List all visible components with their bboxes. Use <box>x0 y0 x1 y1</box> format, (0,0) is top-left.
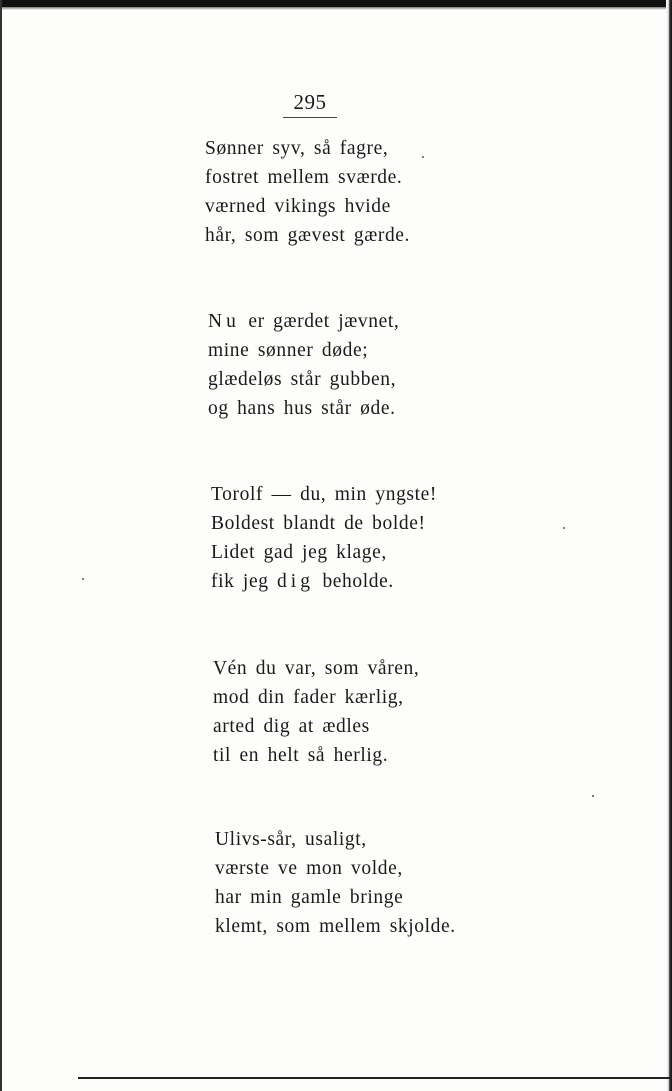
scan-right-edge <box>666 0 672 1091</box>
poem-line: har min gamle bringe <box>215 887 404 908</box>
poem-line: Vén du var, som våren, <box>213 658 420 679</box>
poem-line: klemt, som mellem skjolde. <box>215 916 456 937</box>
spaced-word: dig <box>277 571 314 592</box>
poem-line: Lidet gad jeg klage, <box>211 542 387 563</box>
scan-speck <box>82 578 84 580</box>
scan-left-edge <box>0 0 2 1091</box>
stanza-2 <box>208 307 399 423</box>
poem-line: Ulivs-sår, usaligt, <box>215 829 367 850</box>
poem-line: Boldest blandt de bolde! <box>211 513 426 534</box>
scan-top-shadow <box>0 7 672 10</box>
page-number-rule <box>283 117 337 118</box>
poem-line: hår, som gævest gærde. <box>205 225 411 246</box>
poem-line: værste ve mon volde, <box>215 858 403 879</box>
poem-line: til en helt så herlig. <box>213 745 389 766</box>
poem-line: mod din fader kærlig, <box>213 687 404 708</box>
stanza-5 <box>215 825 456 941</box>
poem-line: og hans hus står øde. <box>208 398 396 419</box>
poem-line: arted dig at ædles <box>213 716 370 737</box>
scan-speck <box>563 527 565 529</box>
poem-line: fostret mellem sværde. <box>205 167 403 188</box>
poem-line: værned vikings hvide <box>205 196 391 217</box>
stanza-4 <box>213 654 419 770</box>
scan-speck <box>422 156 424 158</box>
poem-line: Torolf — du, min yngste! <box>211 484 437 505</box>
poem-line <box>208 307 399 336</box>
line-remainder: er gærdet jævnet, <box>239 311 400 332</box>
stanza-3 <box>211 480 437 596</box>
poem-line: mine sønner døde; <box>208 340 369 361</box>
line-before: fik jeg <box>211 571 278 592</box>
poem-line <box>211 567 437 596</box>
scan-speck <box>592 795 594 797</box>
stanza-1 <box>205 134 410 250</box>
scan-bottom-edge <box>78 1077 672 1079</box>
line-after: beholde. <box>313 571 394 592</box>
spaced-word: Nu <box>208 311 240 332</box>
page-number: 295 <box>293 90 327 114</box>
poem-line: Sønner syv, så fagre, <box>205 138 389 159</box>
poem-line: glædeløs står gubben, <box>208 369 397 390</box>
scan-top-edge <box>0 0 672 7</box>
